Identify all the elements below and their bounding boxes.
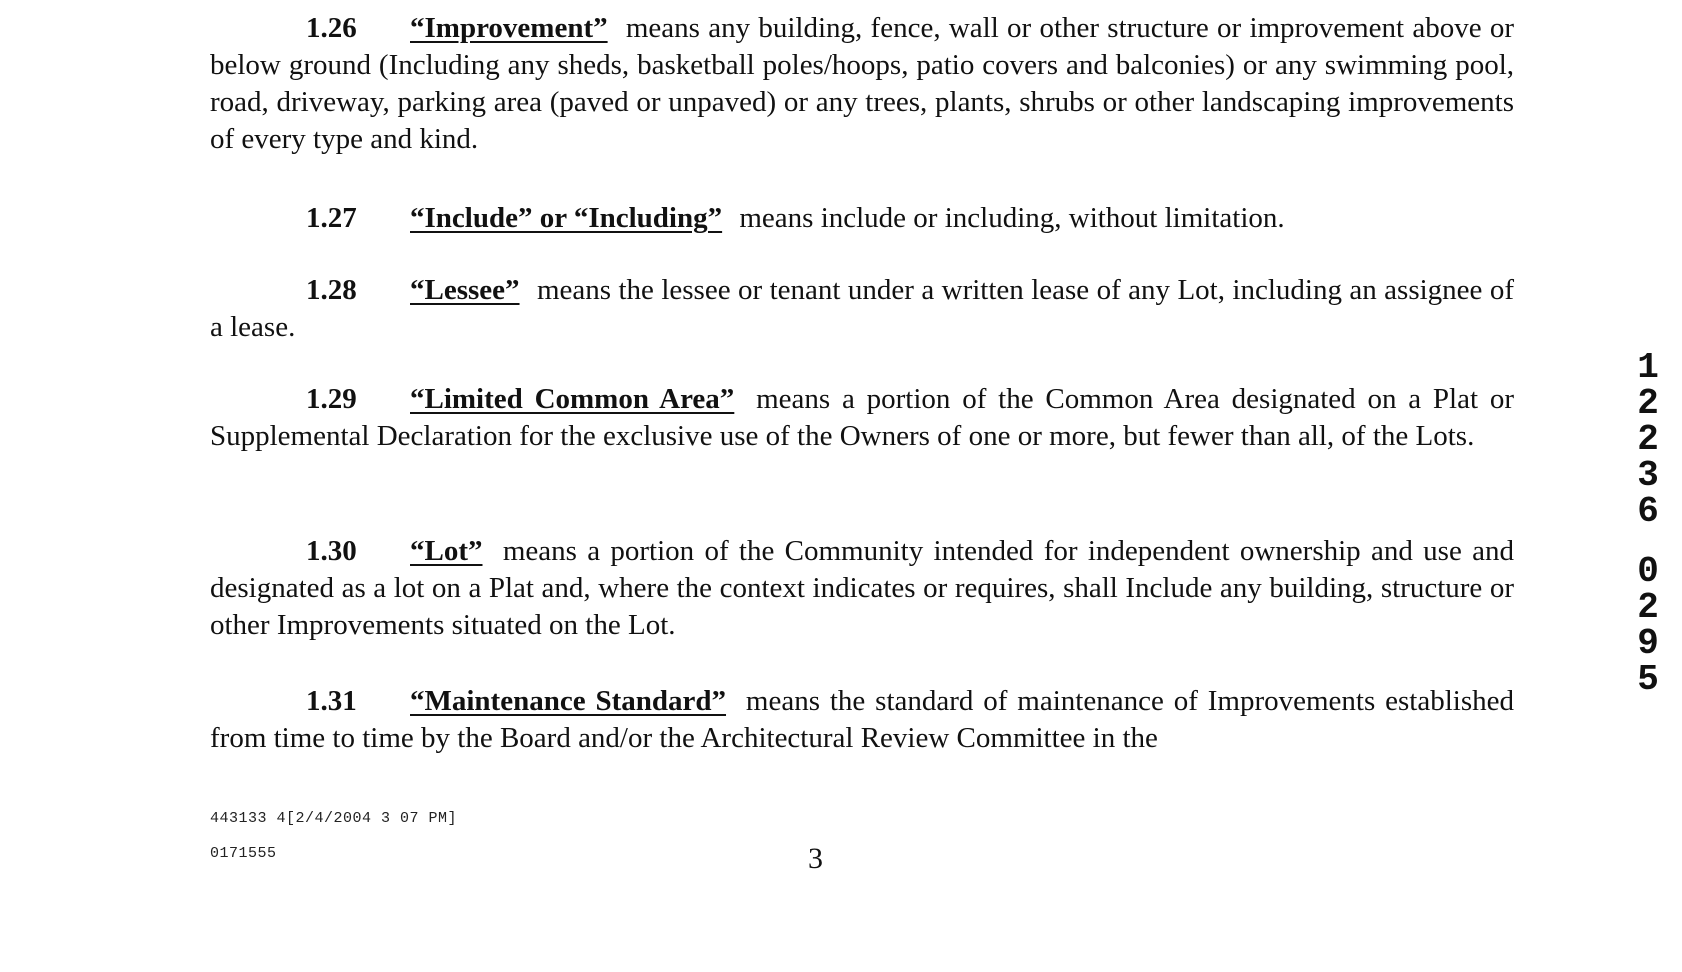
section-1-29 (210, 381, 1514, 455)
defined-term: “Limited Common Area” (410, 383, 735, 415)
defined-term: “Maintenance Standard” (410, 685, 727, 717)
stamp-digit: 1 (1637, 347, 1659, 388)
section-number: 1.29 (306, 383, 357, 415)
section-1-27 (210, 200, 1514, 237)
section-number: 1.26 (306, 12, 357, 44)
stamp-digit: 9 (1637, 623, 1659, 664)
stamp-digit: 0 (1637, 551, 1659, 592)
definition-text: means any building, fence, wall or other structure or improvement above or below ground (Including any sheds, basketball poles/hoops, patio covers and balconies) or any swimming pool, road, driveway, parking area (paved or unpaved) or any trees, plants, shrubs or other landscaping improvements of every type and kind. (210, 12, 1514, 155)
recording-stamp (1628, 347, 1668, 700)
defined-term: “Improvement” (410, 12, 608, 44)
definition-text: means include or including, without limitation. (739, 202, 1285, 234)
stamp-group-page (1628, 551, 1668, 700)
stamp-digit: 5 (1637, 659, 1659, 700)
stamp-digit: 6 (1637, 491, 1659, 532)
stamp-digit: 2 (1637, 587, 1659, 628)
section-number: 1.27 (306, 202, 357, 234)
footer-document-reference: 443133 4[2/4/2004 3 07 PM] (210, 810, 458, 827)
stamp-digit: 3 (1637, 455, 1659, 496)
stamp-group-book (1628, 347, 1668, 532)
definition-text: means the standard of maintenance of Improvements established from time to time by the Board and/or the Architectural Review Committee in the (210, 685, 1514, 754)
defined-term: “Include” or “Including” (410, 202, 723, 234)
definition-text: means a portion of the Common Area designated on a Plat or Supplemental Declaration for the exclusive use of the Owners of one or more, but fewer than all, of the Lots. (210, 383, 1514, 452)
section-1-30 (210, 533, 1514, 644)
page-number: 3 (808, 842, 823, 875)
footer-client-id: 0171555 (210, 845, 277, 862)
section-number: 1.30 (306, 535, 357, 567)
definition-text: means a portion of the Community intended for independent ownership and use and designated as a lot on a Plat and, where the context indicates or requires, shall Include any building, structure or other Improvements situated on the Lot. (210, 535, 1514, 641)
stamp-digit: 2 (1637, 419, 1659, 460)
defined-term: “Lot” (410, 535, 483, 567)
stamp-digit: 2 (1637, 383, 1659, 424)
section-1-31 (210, 683, 1514, 757)
definition-text: means the lessee or tenant under a written lease of any Lot, including an assignee of a lease. (210, 274, 1515, 343)
section-number: 1.31 (306, 685, 357, 717)
defined-term: “Lessee” (410, 274, 520, 306)
section-1-26 (210, 10, 1514, 158)
section-1-28 (210, 272, 1514, 346)
section-number: 1.28 (306, 274, 357, 306)
